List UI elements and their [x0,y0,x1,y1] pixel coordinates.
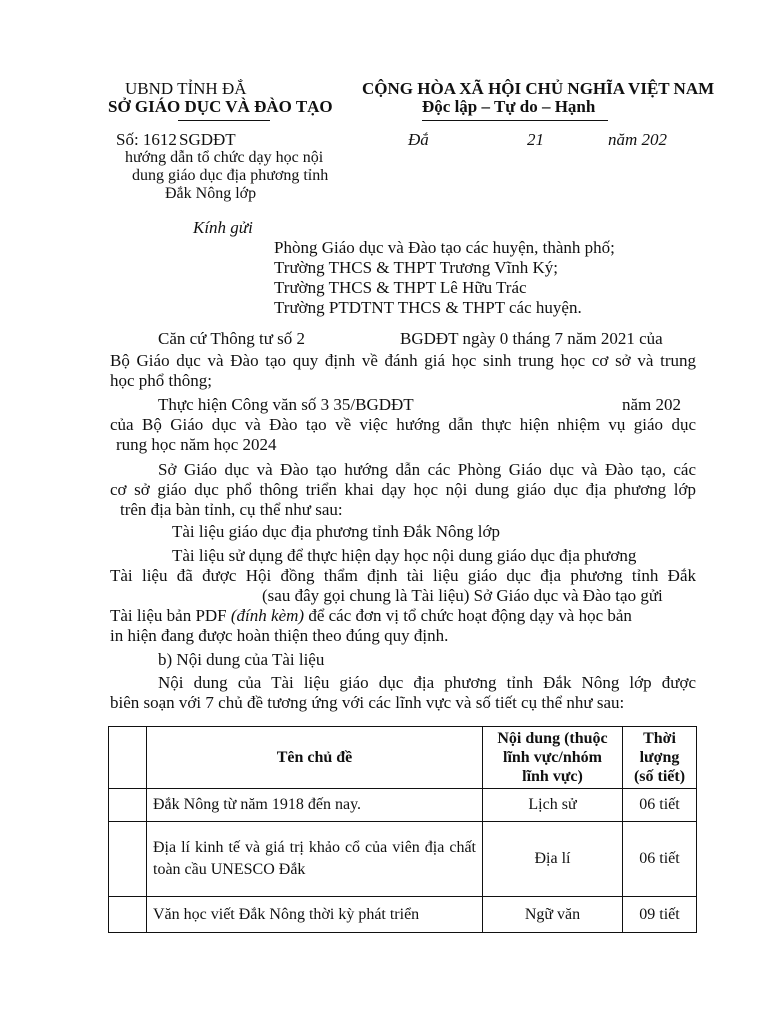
column-header-time: Thời lượng (số tiết) [623,727,697,789]
motto-underline [422,120,608,121]
recipient-item: Trường THCS & THPT Lê Hữu Trác [274,278,527,297]
body-text: Nội dung của Tài liệu giáo dục địa phương tỉnh Đắk Nông lớp được [158,673,696,692]
body-text-span: để các đơn vị tổ chức hoạt động dạy và học bản [304,606,632,625]
body-text: Tài liệu đã được Hội đồng thẩm định tài liệu giáo dục địa phương tỉnh Đắk [110,566,696,585]
recipient-item: Trường THCS & THPT Trương Vĩnh Ký; [274,258,558,277]
table-row [109,789,697,822]
table-row [109,822,697,897]
cell-topic: Văn học viết Đắk Nông thời kỳ phát triển [147,897,483,933]
kinh-gui-label: Kính gửi [193,218,253,237]
document-number: Số: 1612 [116,130,177,149]
national-title: CỘNG HÒA XÃ HỘI CHỦ NGHĨA VIỆT NAM [362,79,715,98]
table-header-row [109,727,697,789]
document-code: SGDĐT [179,130,236,149]
body-text-span: Tài liệu bản PDF [110,606,231,625]
agency-name: SỞ GIÁO DỤC VÀ ĐÀO TẠO [108,97,333,116]
cell-time: 06 tiết [623,822,697,897]
body-text: Tài liệu sử dụng để thực hiện dạy học nội dung giáo dục địa phương [172,546,637,565]
cell-field: Địa lí [483,822,623,897]
cell-topic: Đắk Nông từ năm 1918 đến nay. [147,789,483,822]
cell-stt [109,897,147,933]
cell-stt [109,822,147,897]
body-text: học phổ thông; [110,371,212,390]
subsection-heading: b) Nội dung của Tài liệu [158,650,325,669]
section-heading: Tài liệu giáo dục địa phương tỉnh Đắk Nông lớp [172,522,500,541]
subject-line: hướng dẫn tổ chức dạy học nội [125,149,324,166]
body-text [110,606,632,626]
topics-table [108,726,697,933]
column-header-topic: Tên chủ đề [147,727,483,789]
body-text: rung học năm học 2024 [116,435,277,454]
recipient-item: Trường PTDTNT THCS & THPT các huyện. [274,298,582,317]
body-text: năm 202 [622,395,682,414]
cell-field: Ngữ văn [483,897,623,933]
subject-line: dung giáo dục địa phương tỉnh [132,167,329,184]
agency-underline [178,120,270,121]
place-name: Đắ [408,130,429,149]
body-text: của Bộ Giáo dục và Đào tạo về việc hướng dẫn thực hiện nhiệm vụ giáo dục [110,415,696,434]
body-text: (sau đây gọi chung là Tài liệu) Sở Giáo dục và Đào tạo gửi [262,586,663,605]
body-text: Sở Giáo dục và Đào tạo hướng dẫn các Phòng Giáo dục và Đào tạo, các [158,460,696,479]
column-header-stt [109,727,147,789]
body-text: trên địa bàn tỉnh, cụ thể như sau: [120,500,343,519]
subject-line: Đắk Nông lớp [165,185,257,202]
date-day: 21 [527,130,544,149]
body-text: Bộ Giáo dục và Đào tạo quy định về đánh giá học sinh trung học cơ sở và trung [110,351,696,370]
body-text: Căn cứ Thông tư số 2 [158,329,306,348]
column-header-field: Nội dung (thuộc lĩnh vực/nhóm lĩnh vực) [483,727,623,789]
attachment-note: (đính kèm) [230,606,305,625]
body-text: cơ sở giáo dục phổ thông triển khai dạy học nội dung giáo dục địa phương lớp [110,480,696,499]
body-text: in hiện đang được hoàn thiện theo đúng quy định. [110,626,449,645]
national-motto: Độc lập – Tự do – Hạnh [422,97,596,116]
cell-stt [109,789,147,822]
table-row [109,897,697,933]
agency-parent: UBND TỈNH ĐẮ [125,79,247,98]
body-text: BGDĐT ngày 0 tháng 7 năm 2021 của [400,329,663,348]
cell-field: Lịch sử [483,789,623,822]
date-year: năm 202 [608,130,668,149]
recipient-item: Phòng Giáo dục và Đào tạo các huyện, thành phố; [274,238,615,257]
body-text: biên soạn với 7 chủ đề tương ứng với các lĩnh vực và số tiết cụ thể như sau: [110,693,625,712]
cell-topic: Địa lí kinh tế và giá trị khảo cổ của viên địa chất toàn cầu UNESCO Đắk [147,822,483,897]
body-text: Thực hiện Công văn số 3 35/BGDĐT [158,395,414,414]
cell-time: 06 tiết [623,789,697,822]
cell-time: 09 tiết [623,897,697,933]
